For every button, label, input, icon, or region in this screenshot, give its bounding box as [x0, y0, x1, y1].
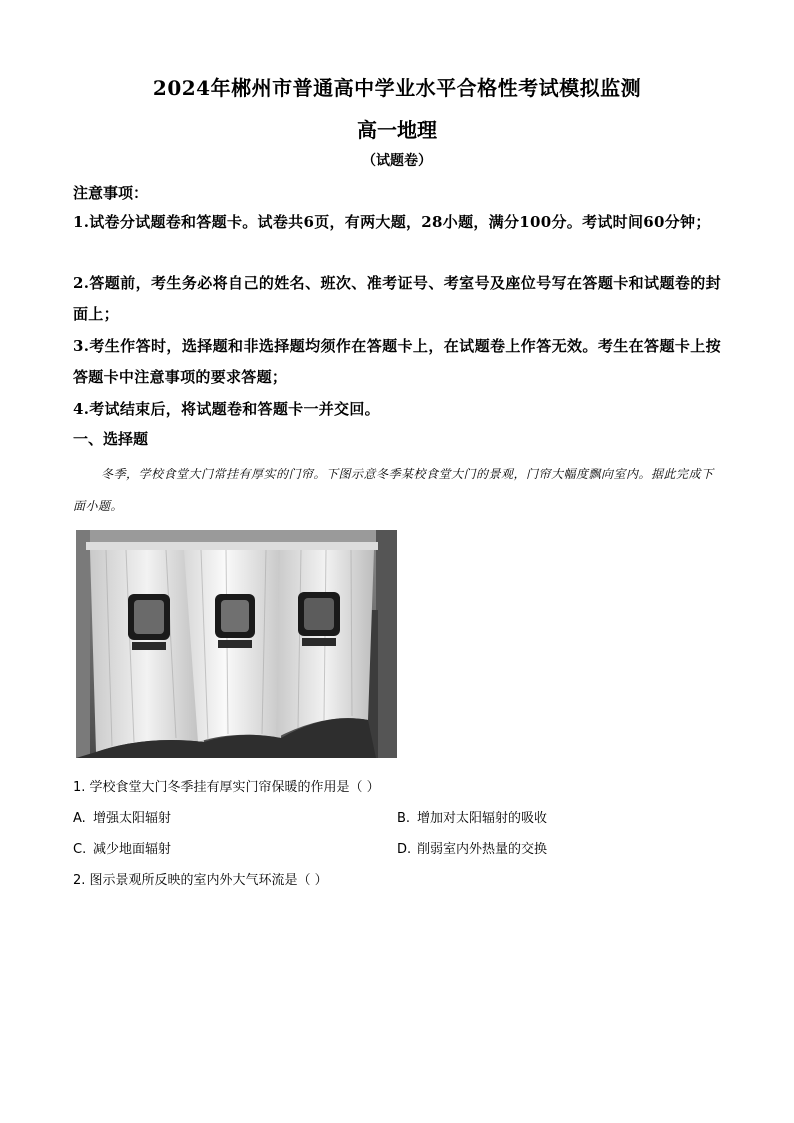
door-curtain-photo	[76, 530, 397, 758]
option-text: 削弱室内外热量的交换	[417, 842, 548, 857]
notes-heading: 注意事项：	[73, 184, 149, 202]
note-item-4: 4.考试结束后，将试题卷和答题卡一并交回。	[73, 400, 380, 418]
question-1-option-d	[397, 838, 547, 857]
option-text: 减少地面辐射	[93, 842, 172, 857]
option-letter: A.	[73, 811, 86, 826]
question-1-stem: 1. 学校食堂大门冬季挂有厚实门帘保暖的作用是（ ）	[73, 780, 380, 795]
question-1-option-b	[397, 807, 547, 826]
note-item-2: 2.答题前，考生务必将自己的姓名、班次、准考证号、考室号及座位号写在答题卡和试题卷的封面上；	[73, 274, 721, 323]
option-letter: D.	[397, 842, 412, 857]
option-text: 增强太阳辐射	[93, 811, 172, 826]
note-item-3: 3.考生作答时，选择题和非选择题均须作在答题卡上，在试题卷上作答无效。考生在答题卡上按答题卡中注意事项的要求答题；	[73, 337, 721, 386]
exam-title: 2024年郴州市普通高中学业水平合格性考试模拟监测	[152, 76, 642, 100]
paper-type-label: （试题卷）	[362, 153, 432, 169]
option-letter: C.	[73, 842, 87, 857]
option-letter: B.	[397, 811, 411, 826]
option-text: 增加对太阳辐射的吸收	[417, 811, 548, 826]
note-item-1: 1.试卷分试题卷和答题卡。试卷共6页，有两大题，28小题，满分100分。考试时间60分钟；	[73, 213, 711, 231]
section-heading: 一、选择题	[73, 430, 149, 448]
subject-title: 高一地理	[357, 118, 437, 142]
question-1-option-a	[73, 807, 171, 826]
question-intro: 冬季，学校食堂大门常挂有厚实的门帘。下图示意冬季某校食堂大门的景观，门帘大幅度飘向室内。据此完成下面小题。	[73, 467, 714, 513]
question-2-stem: 2. 图示景观所反映的室内外大气环流是（ ）	[73, 873, 328, 888]
question-1-option-c	[73, 838, 171, 857]
